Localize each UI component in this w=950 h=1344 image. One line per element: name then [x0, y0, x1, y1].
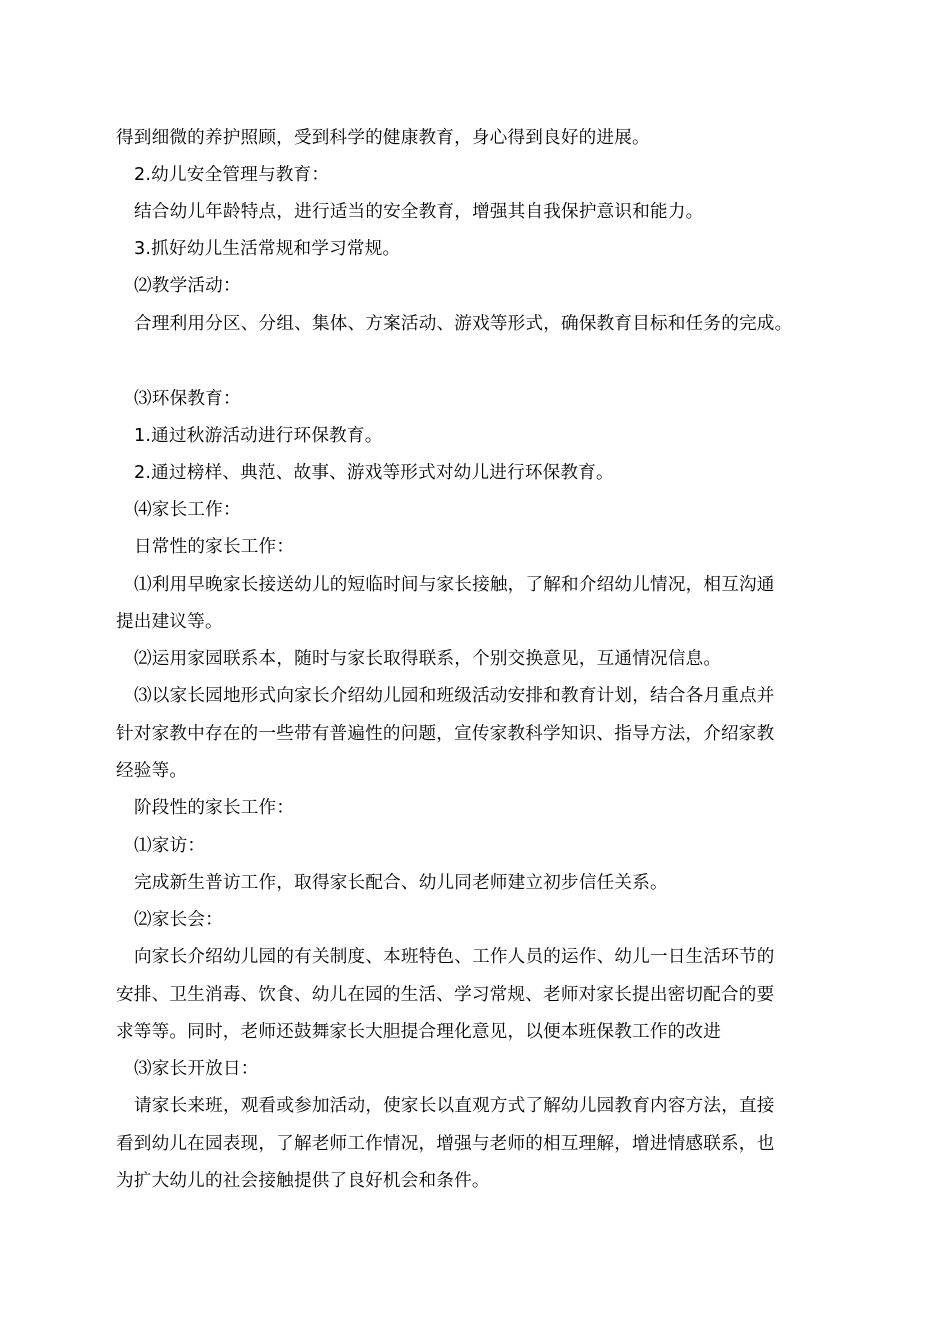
text-line: ⑶家长开放日：	[134, 1059, 259, 1079]
text-line: 提出建议等。	[116, 612, 223, 632]
text-line: 针对家教中存在的一些带有普遍性的问题，宣传家教科学知识、指导方法，介绍家教	[116, 724, 775, 744]
text-line: ⑶以家长园地形式向家长介绍幼儿园和班级活动安排和教育计划，结合各月重点并	[134, 686, 775, 706]
text-line: 安排、卫生消毒、饮食、幼儿在园的生活、学习常规、老师对家长提出密切配合的要	[116, 985, 775, 1005]
text-line: ⑵家长会：	[134, 910, 223, 930]
text-line: 求等等。同时，老师还鼓舞家长大胆提合理化意见，以便本班保教工作的改进	[116, 1022, 721, 1042]
text-line: 3.抓好幼儿生活常规和学习常规。	[134, 239, 401, 259]
text-line: 结合幼儿年龄特点，进行适当的安全教育，增强其自我保护意识和能力。	[134, 202, 704, 222]
text-line: ⑷家长工作：	[134, 500, 241, 520]
text-line: 为扩大幼儿的社会接触提供了良好机会和条件。	[116, 1171, 490, 1191]
text-line: ⑵运用家园联系本，随时与家长取得联系，个别交换意见，互通情况信息。	[134, 649, 722, 669]
text-line: 得到细微的养护照顾，受到科学的健康教育，身心得到良好的进展。	[116, 128, 650, 148]
text-line: 请家长来班，观看或参加活动，使家长以直观方式了解幼儿园教育内容方法，直接	[134, 1096, 775, 1116]
text-line: 1.通过秋游活动进行环保教育。	[134, 426, 383, 446]
text-line: 完成新生普访工作，取得家长配合、幼儿同老师建立初步信任关系。	[134, 873, 668, 893]
text-line: ⑵教学活动：	[134, 276, 241, 296]
text-line: ⑴利用早晚家长接送幼儿的短临时间与家长接触，了解和介绍幼儿情况，相互沟通	[134, 575, 775, 595]
text-line: 向家长介绍幼儿园的有关制度、本班特色、工作人员的运作、幼儿一日生活环节的	[134, 947, 775, 967]
text-line: ⑴家访：	[134, 836, 206, 856]
text-line: 合理利用分区、分组、集体、方案活动、游戏等形式，确保教育目标和任务的完成。	[134, 314, 793, 334]
text-line: 2.幼儿安全管理与教育：	[134, 165, 330, 185]
text-line: 阶段性的家长工作：	[134, 798, 295, 818]
text-line: 2.通过榜样、典范、故事、游戏等形式对幼儿进行环保教育。	[134, 463, 614, 483]
text-line: ⑶环保教育：	[134, 389, 241, 409]
text-line: 经验等。	[116, 761, 188, 781]
text-line: 看到幼儿在园表现，了解老师工作情况，增强与老师的相互理解，增进情感联系，也	[116, 1134, 775, 1154]
text-line: 日常性的家长工作：	[134, 537, 295, 557]
